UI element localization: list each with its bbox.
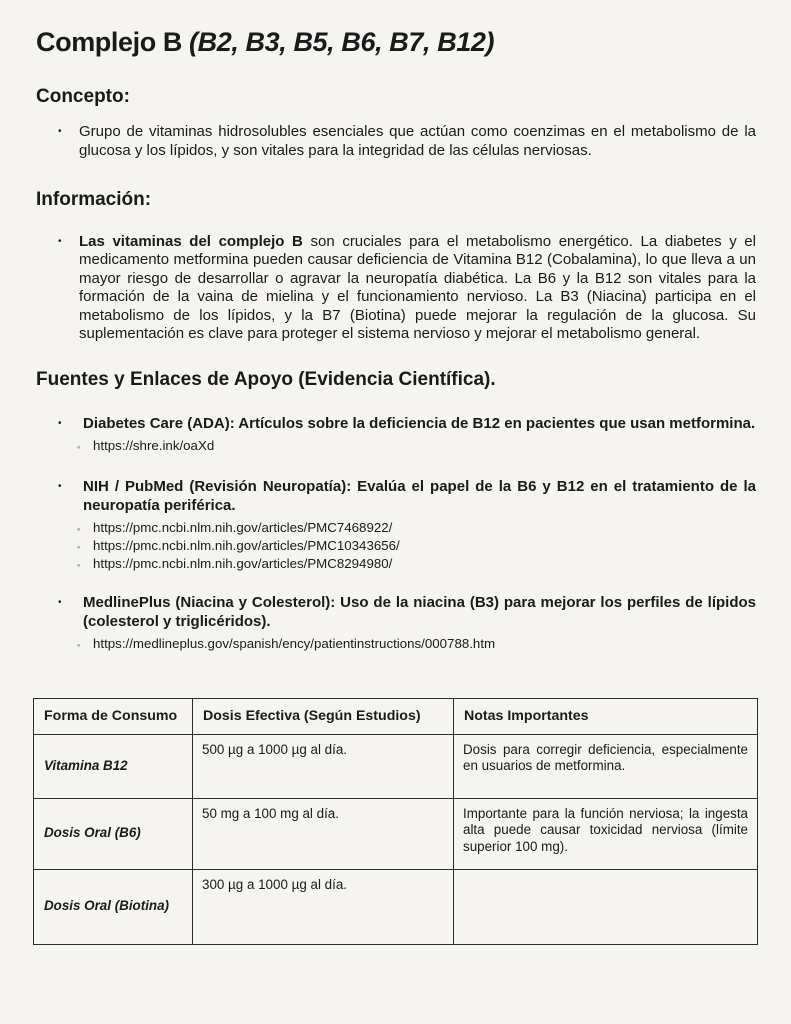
url-link[interactable]: https://medlineplus.gov/spanish/ency/patientinstructions/000788.htm bbox=[93, 635, 496, 651]
table-header-dosis: Dosis Efectiva (Según Estudios) bbox=[193, 698, 454, 734]
table-row-vitamina-b12 bbox=[34, 734, 758, 798]
bullet-icon: • bbox=[58, 596, 62, 608]
source-links bbox=[36, 636, 756, 654]
page-title bbox=[36, 26, 756, 58]
informacion-rest: son cruciales para el metabolismo energético. La diabetes y el medicamento metformina pueden causar deficiencia de Vitamina B12 (Cobalamina), lo que lleva a un mayor riesgo de desarrollar o agravar la neuropatía diabética. La B6 y la B12 son vitales para la formación de la vaina de mielina y el funcionamiento nervioso. La B3 (Niacina) participa en el metabolismo de los lípidos, y la B7 (Biotina) puede mejorar la regulación de la glucosa. Su suplementación es clave para proteger el sistema nervioso y mejorar el metabolismo general. bbox=[79, 232, 756, 343]
table-row-dosis-oral-biotina bbox=[34, 869, 758, 944]
cell-notes bbox=[454, 869, 758, 944]
informacion-paragraph bbox=[79, 233, 756, 344]
page-title-suffix: (B2, B3, B5, B6, B7, B12) bbox=[189, 27, 495, 57]
cell-notes: Importante para la función nerviosa; la ingesta alta puede causar toxicidad nerviosa (límite superior 100 mg). bbox=[454, 798, 758, 869]
bullet-icon: • bbox=[58, 417, 62, 429]
table-header-notas: Notas Importantes bbox=[454, 698, 758, 734]
table-header-row bbox=[34, 698, 758, 734]
link-row bbox=[77, 636, 756, 654]
circle-bullet-icon: ◦ bbox=[77, 542, 81, 553]
cell-dose: 50 mg a 100 mg al día. bbox=[193, 798, 454, 869]
bullet-icon: • bbox=[58, 126, 62, 138]
cell-dose: 300 µg a 1000 µg al día. bbox=[193, 869, 454, 944]
cell-form: Dosis Oral (Biotina) bbox=[34, 869, 193, 944]
source-item-medlineplus bbox=[36, 593, 756, 631]
bullet-icon: • bbox=[58, 235, 62, 247]
url-link[interactable]: https://shre.ink/oaXd bbox=[93, 437, 215, 453]
informacion-lead: Las vitaminas del complejo B bbox=[79, 232, 303, 250]
source-links bbox=[36, 438, 756, 456]
cell-dose: 500 µg a 1000 µg al día. bbox=[193, 734, 454, 798]
source-item-diabetes-care bbox=[36, 414, 756, 433]
bullet-icon: • bbox=[58, 481, 62, 493]
section-heading-concepto: Concepto: bbox=[36, 86, 130, 108]
source-label: Diabetes Care (ADA): Artículos sobre la deficiencia de B12 en pacientes que usan metformina. bbox=[83, 414, 756, 432]
link-row bbox=[77, 556, 756, 574]
page-title-main: Complejo B bbox=[36, 27, 183, 57]
source-label: NIH / PubMed (Revisión Neuropatía): Evalúa el papel de la B6 y B12 en el tratamiento de la neuropatía periférica. bbox=[83, 478, 756, 515]
cell-notes: Dosis para corregir deficiencia, especialmente en usuarios de metformina. bbox=[454, 734, 758, 798]
document-page bbox=[36, 26, 756, 945]
url-link[interactable]: https://pmc.ncbi.nlm.nih.gov/articles/PMC8294980/ bbox=[93, 556, 393, 572]
source-label: MedlinePlus (Niacina y Colesterol): Uso de la niacina (B3) para mejorar los perfiles de lípidos (colesterol y triglicéridos). bbox=[83, 593, 756, 630]
source-item-nih-pubmed bbox=[36, 477, 756, 515]
table-row-dosis-oral-b6 bbox=[34, 798, 758, 869]
list-item bbox=[36, 123, 756, 160]
cell-form: Vitamina B12 bbox=[34, 734, 193, 798]
section-heading-fuentes: Fuentes y Enlaces de Apoyo (Evidencia Científica). bbox=[36, 368, 496, 390]
section-heading-informacion: Información: bbox=[36, 189, 152, 211]
link-row bbox=[77, 538, 756, 556]
circle-bullet-icon: ◦ bbox=[77, 441, 81, 452]
cell-form: Dosis Oral (B6) bbox=[34, 798, 193, 869]
circle-bullet-icon: ◦ bbox=[77, 639, 81, 650]
url-link[interactable]: https://pmc.ncbi.nlm.nih.gov/articles/PMC7468922/ bbox=[93, 520, 393, 536]
concepto-paragraph: Grupo de vitaminas hidrosolubles esenciales que actúan como coenzimas en el metabolismo de la glucosa y los lípidos, y son vitales para la integridad de las células nerviosas. bbox=[79, 123, 756, 159]
url-link[interactable]: https://pmc.ncbi.nlm.nih.gov/articles/PMC10343656/ bbox=[93, 538, 400, 554]
table-header-forma: Forma de Consumo bbox=[34, 698, 193, 734]
circle-bullet-icon: ◦ bbox=[77, 560, 81, 571]
dosage-table bbox=[33, 698, 758, 945]
circle-bullet-icon: ◦ bbox=[77, 524, 81, 535]
list-item bbox=[36, 233, 756, 344]
link-row bbox=[77, 520, 756, 538]
link-row bbox=[77, 438, 756, 456]
source-links bbox=[36, 520, 756, 573]
